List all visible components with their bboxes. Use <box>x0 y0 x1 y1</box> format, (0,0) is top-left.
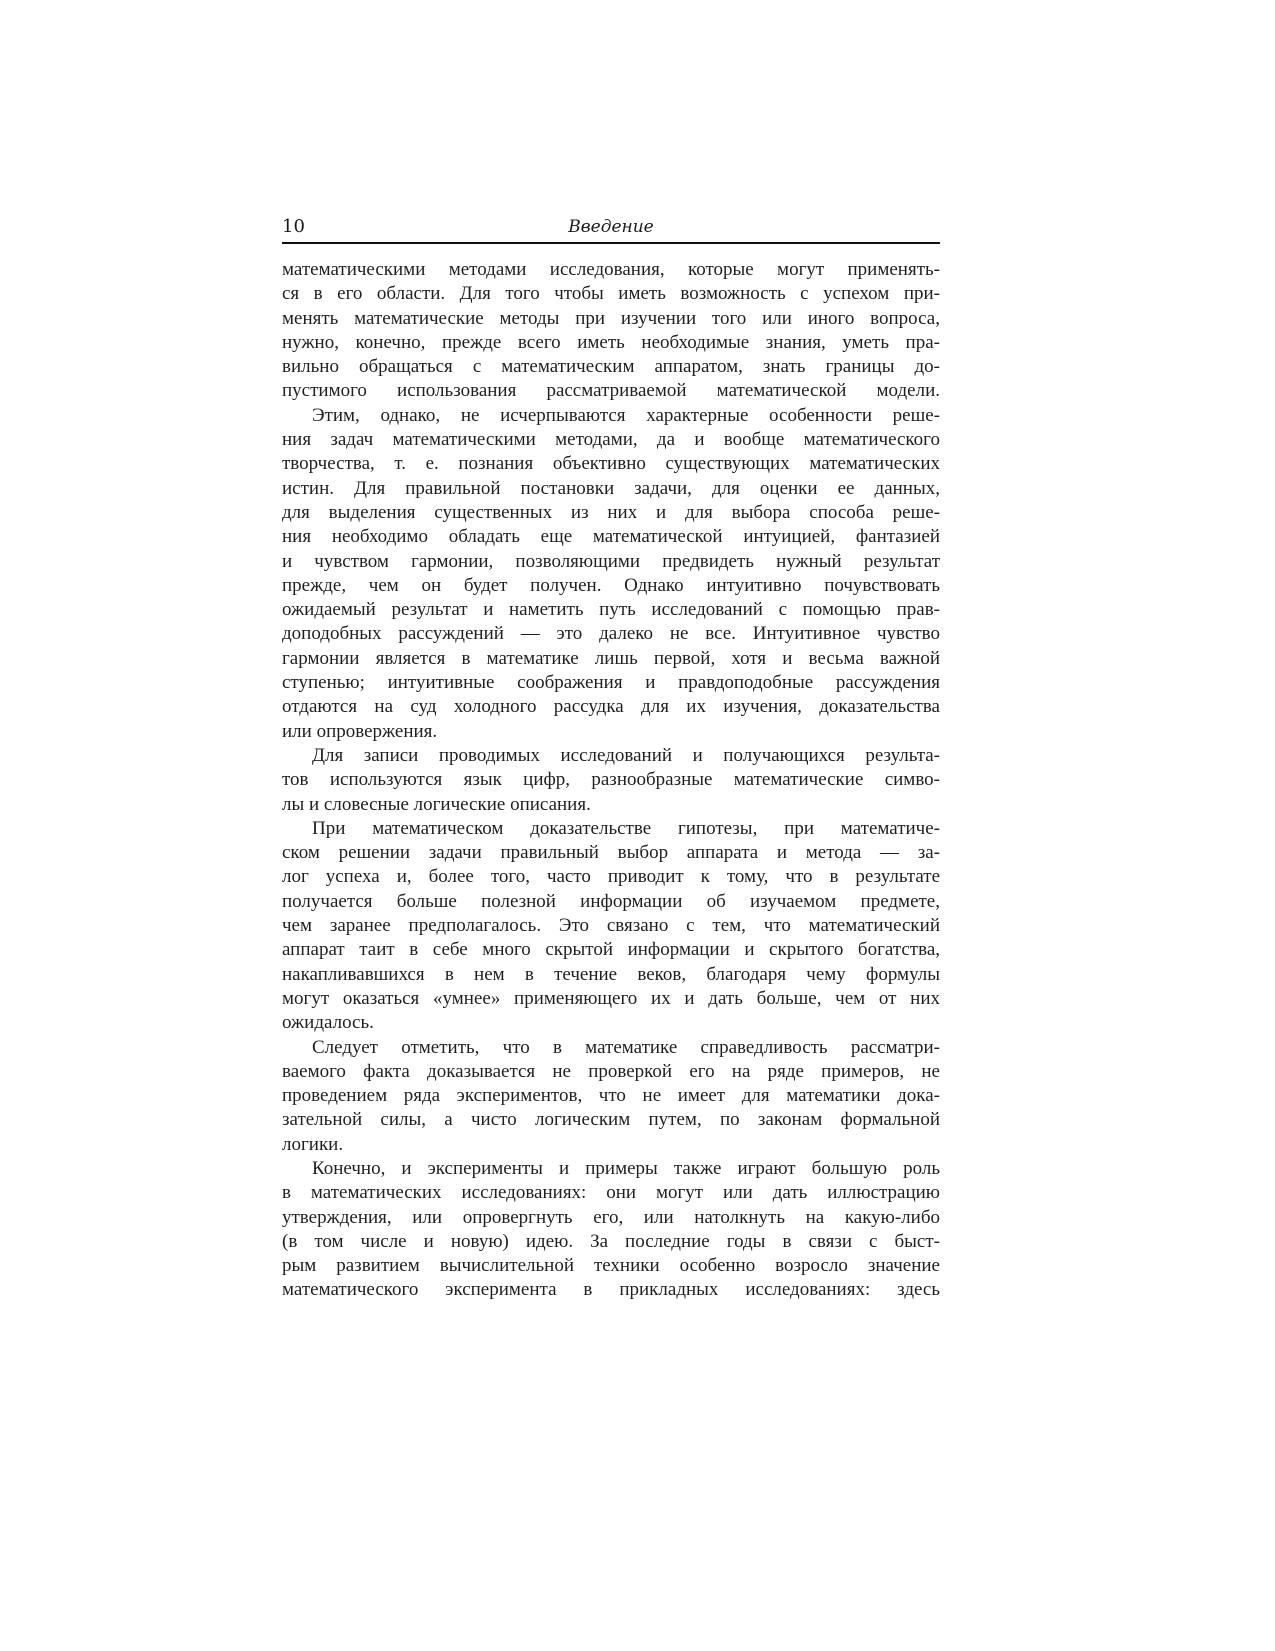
text-line: (в том числе и новую) идею. За последние годы в связи с быст- <box>282 1230 940 1252</box>
paragraph-start-line: Конечно, и эксперименты и примеры также играют большую роль <box>312 1157 940 1179</box>
paragraph-end-line: лы и словесные логические описания. <box>282 793 591 815</box>
text-line: в математических исследованиях: они могут или дать иллюстрацию <box>282 1182 940 1204</box>
text-line: зательной силы, а чисто логическим путем, по законам формальной <box>282 1109 940 1131</box>
text-line: ском решении задачи правильный выбор аппарата и метода — за- <box>282 842 940 864</box>
paragraph-start-line: При математическом доказательстве гипотезы, при математиче- <box>312 817 940 839</box>
text-line: ния необходимо обладать еще математической интуицией, фантазией <box>282 526 940 548</box>
text-line: тов используются язык цифр, разнообразные математические симво- <box>282 769 940 791</box>
text-line: ся в его области. Для того чтобы иметь возможность с успехом при- <box>282 283 940 305</box>
text-line: утверждения, или опровергнуть его, или натолкнуть на какую-либо <box>282 1206 940 1228</box>
text-line: рым развитием вычислительной техники особенно возросло значение <box>282 1255 940 1277</box>
text-line: ступенью; интуитивные соображения и правдоподобные рассуждения <box>282 672 940 694</box>
text-line: чем заранее предполагалось. Это связано с тем, что математический <box>282 915 940 937</box>
text-line: проведением ряда экспериментов, что не имеет для математики дока- <box>282 1085 940 1107</box>
text-line: математического эксперимента в прикладных исследованиях: здесь <box>282 1279 940 1301</box>
page-header <box>282 214 940 244</box>
text-line: доподобных рассуждений — это далеко не все. Интуитивное чувство <box>282 623 940 645</box>
text-line: ваемого факта доказывается не проверкой его на ряде примеров, не <box>282 1060 940 1082</box>
text-line: творчества, т. е. познания объективно существующих математических <box>282 453 940 475</box>
text-line: истин. Для правильной постановки задачи, для оценки ее данных, <box>282 477 940 499</box>
text-line: менять математические методы при изучении того или иного вопроса, <box>282 307 940 329</box>
text-line: вильно обращаться с математическим аппаратом, знать границы до- <box>282 356 940 378</box>
text-line: математическими методами исследования, которые могут применять- <box>282 259 940 280</box>
text-line: и чувством гармонии, позволяющими предвидеть нужный результат <box>282 550 940 572</box>
paragraph-start-line: Для записи проводимых исследований и получающихся результа- <box>312 744 940 766</box>
text-line: накапливавшихся в нем в течение веков, благодаря чему формулы <box>282 963 940 985</box>
paragraph-end-line: логики. <box>282 1133 344 1155</box>
text-line: ния задач математическими методами, да и вообще математического <box>282 429 940 451</box>
text-line: гармонии является в математике лишь первой, хотя и весьма важной <box>282 647 940 669</box>
paragraph-start-line: Следует отметить, что в математике справедливость рассматри- <box>312 1036 940 1058</box>
text-line: пустимого использования рассматриваемой математической модели. <box>282 380 940 402</box>
text-line: получается больше полезной информации об изучаемом предмете, <box>282 890 940 912</box>
paragraph-start-line: Этим, однако, не исчерпываются характерные особенности реше- <box>312 404 940 426</box>
text-line: аппарат таит в себе много скрытой информации и скрытого богатства, <box>282 939 940 961</box>
paragraph-end-line: ожидалось. <box>282 1012 374 1034</box>
text-line: нужно, конечно, прежде всего иметь необходимые знания, уметь пра- <box>282 331 940 353</box>
page-number: 10 <box>282 216 305 237</box>
text-line: для выделения существенных из них и для выбора способа реше- <box>282 501 940 523</box>
body-text <box>282 258 940 1303</box>
running-head: Введение <box>568 217 654 237</box>
text-line: отдаются на суд холодного рассудка для их изучения, доказательства <box>282 696 940 718</box>
paragraph-end-line: или опровержения. <box>282 720 438 742</box>
text-line: лог успеха и, более того, часто приводит к тому, что в результате <box>282 866 940 888</box>
text-line: прежде, чем он будет получен. Однако интуитивно почувствовать <box>282 574 940 596</box>
text-line: ожидаемый результат и наметить путь исследований с помощью прав- <box>282 599 940 621</box>
text-line: могут оказаться «умнее» применяющего их и дать больше, чем от них <box>282 987 940 1009</box>
